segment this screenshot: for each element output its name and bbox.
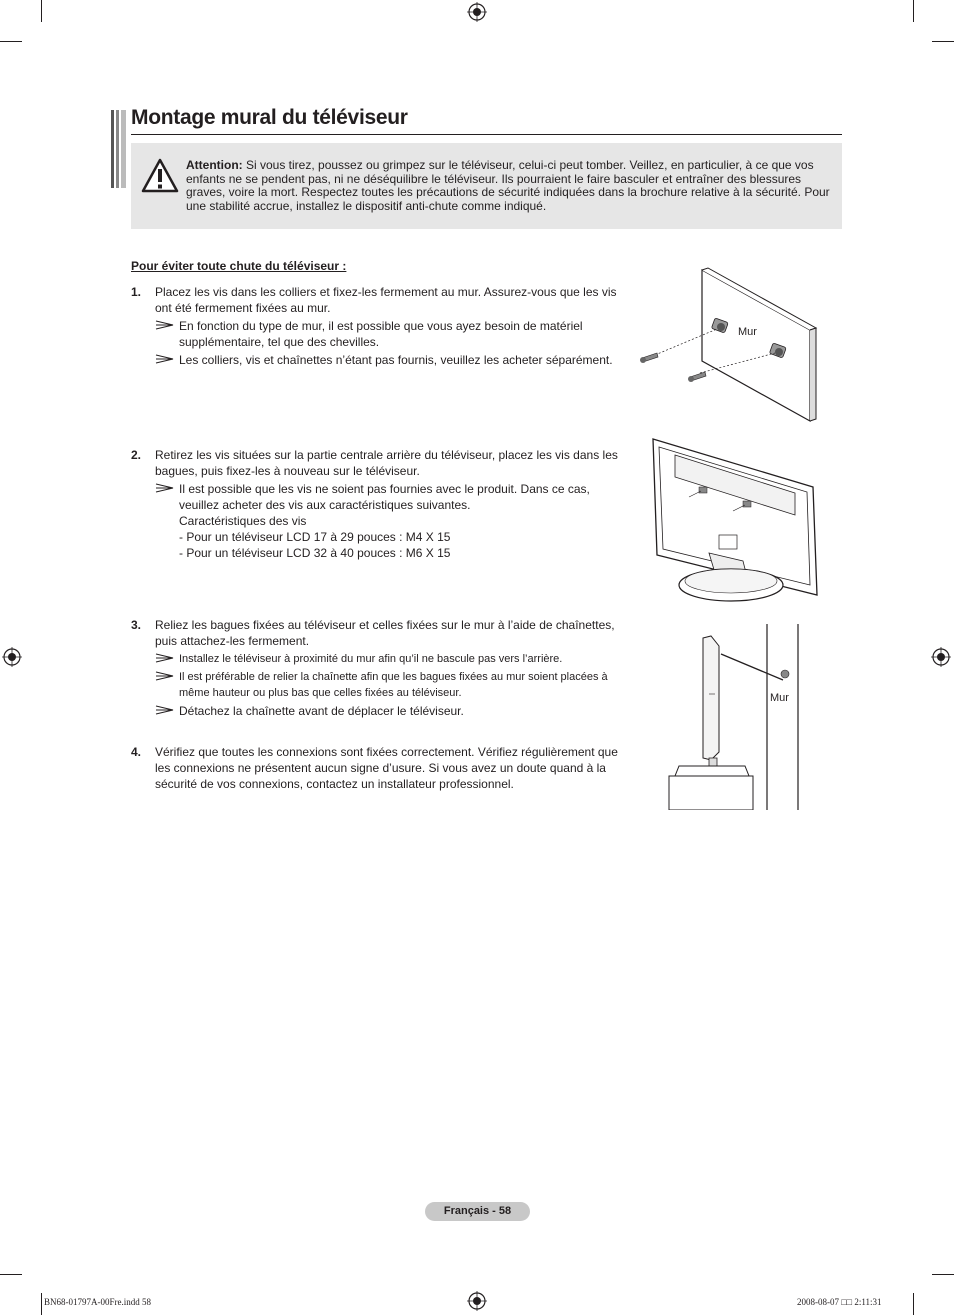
footer-file: BN68-01797A-00Fre.indd 58 [44,1297,151,1307]
registration-mark-icon [467,2,487,22]
note-item [155,669,625,701]
note-text: En fonction du type de mur, il est possible que vous ayez besoin de matériel supplémentaire, tel que des chevilles. [179,319,583,349]
footer-datetime: 2008-08-07 □□ 2:11:31 [797,1297,882,1307]
page-number-badge: Français - 58 [425,1202,530,1221]
note-arrow-icon [155,319,175,331]
crop-mark [913,0,914,22]
registration-mark-icon [467,1291,487,1311]
crop-mark [0,1274,22,1275]
step-text: Retirez les vis situées sur la partie centrale arrière du téléviseur, placez les vis dans les bagues, puis fixez-les à nouveau sur le téléviseur. [155,448,618,478]
step-text: Placez les vis dans les colliers et fixez-les fermement au mur. Assurez-vous que les vis ont été fermement fixées au mur. [155,285,617,315]
spec-item: - Pour un téléviseur LCD 17 à 29 pouces : M4 X 15 [179,530,451,544]
note-item [155,318,625,350]
wall-label: Mur [770,692,789,704]
crop-mark [41,1293,42,1315]
note-text: Détachez la chaînette avant de déplacer le téléviseur. [179,704,464,718]
screw-icon [743,501,751,507]
step-number: 1. [131,285,142,299]
note-item [155,481,625,513]
note-arrow-icon [155,353,175,365]
step-text: Vérifiez que toutes les connexions sont fixées correctement. Vérifiez régulièrement que les connexions ne présentent aucun signe d’usure. Si vous avez un doute quand à la sécurité de vos connexions, contactez un installateur professionnel. [155,745,618,791]
crop-mark [0,41,22,42]
screw-icon [640,353,658,363]
wall-screw-illustration [635,265,845,425]
spec-title: Caractéristiques des vis [179,514,307,528]
note-arrow-icon [155,652,175,664]
note-arrow-icon [155,704,175,716]
note-item [155,651,625,667]
note-arrow-icon [155,670,175,682]
crop-mark [913,1293,914,1315]
registration-mark-icon [2,647,22,667]
title-rule [131,134,842,135]
warning-triangle-icon [141,158,179,194]
spec-item: - Pour un téléviseur LCD 32 à 40 pouces : M6 X 15 [179,546,451,560]
step-number: 2. [131,448,142,462]
note-text: Il est possible que les vis ne soient pas fournies avec le produit. Dans ce cas, veuillez acheter des vis aux caractéristiques suivantes. [179,482,590,512]
registration-mark-icon [931,647,951,667]
step-text: Reliez les bagues fixées au téléviseur et celles fixées sur le mur à l’aide de chaînettes, puis attachez-les fermement. [155,618,615,648]
note-text: Les colliers, vis et chaînettes n’étant pas fournis, veuillez les acheter séparément. [179,353,613,367]
section-title: Pour éviter toute chute du téléviseur : [131,259,347,273]
screw-icon [688,372,706,382]
note-text: Il est préférable de relier la chaînette afin que les bagues fixées au mur soient placées à même hauteur ou plus bas que celles fixées au téléviseur. [179,671,608,699]
crop-mark [41,0,42,22]
tv-rear-illustration [645,435,823,607]
note-arrow-icon [155,482,175,494]
crop-mark [932,1274,954,1275]
note-text: Installez le téléviseur à proximité du mur afin qu’il ne bascule pas vers l’arrière. [179,653,563,665]
page-title: Montage mural du téléviseur [131,106,408,129]
crop-mark [932,41,954,42]
screw-icon [699,487,707,493]
screw-specs [155,513,625,561]
wall-label: Mur [738,326,757,338]
title-decoration-bar [111,110,126,188]
warning-label: Attention: [186,158,243,172]
note-item [155,352,625,368]
note-item [155,703,625,719]
wall-bracket-icon [781,670,789,678]
warning-body: Si vous tirez, poussez ou grimpez sur le téléviseur, celui-ci peut tomber. Veillez, en particulier, à ce que vos enfants ne se pendent pas, ni ne déséquilibre le téléviseur. Ils pourraient le faire basculer et entraîner des blessures graves, voire la mort. Respectez toutes les précautions de sécurité indiquées dans la brochure relative à la sécurité. Pour une stabilité accrue, installez le dispositif anti-chute comme indiqué. [186,158,830,213]
step-number: 3. [131,618,142,632]
warning-text [186,159,836,213]
step-number: 4. [131,745,142,759]
tv-side-chain-illustration [665,624,805,810]
